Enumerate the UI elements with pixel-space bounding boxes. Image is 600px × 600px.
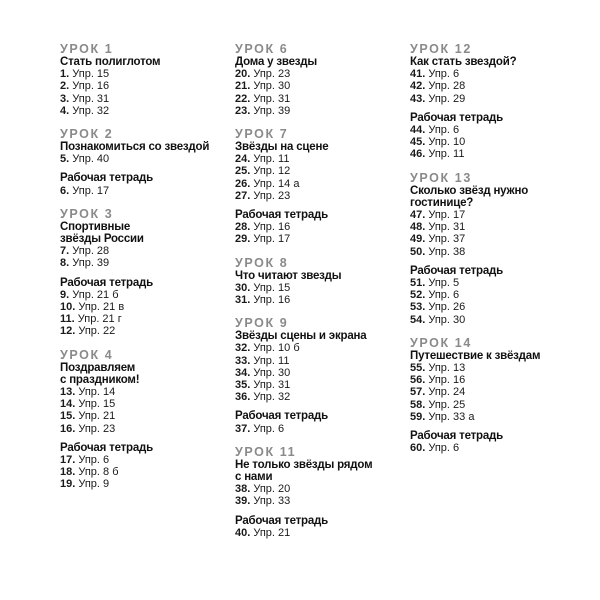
exercise-ref: Упр. 6 bbox=[428, 289, 460, 302]
exercise-item bbox=[235, 190, 410, 202]
exercise-item bbox=[235, 105, 410, 117]
exercise-item bbox=[60, 68, 235, 80]
exercise-ref: Упр. 6 bbox=[428, 442, 460, 455]
exercise-number: 44. bbox=[410, 124, 426, 137]
lesson-label: УРОК 4 bbox=[60, 347, 114, 362]
exercise-item bbox=[60, 313, 235, 325]
lesson-label: УРОК 13 bbox=[410, 170, 472, 185]
exercise-number: 19. bbox=[60, 478, 76, 491]
exercise-item bbox=[410, 386, 585, 398]
exercise-item bbox=[410, 80, 585, 92]
exercise-number: 47. bbox=[410, 209, 426, 222]
exercise-number: 58. bbox=[410, 398, 426, 411]
exercise-ref: Упр. 10 bbox=[428, 136, 466, 149]
exercise-item bbox=[235, 294, 410, 306]
exercise-item bbox=[60, 93, 235, 105]
exercise-number: 6. bbox=[60, 184, 70, 197]
workbook-heading: Рабочая тетрадь bbox=[410, 430, 504, 443]
exercise-ref: Упр. 30 bbox=[253, 80, 291, 93]
exercise-item bbox=[235, 391, 410, 403]
exercise-ref: Упр. 31 bbox=[253, 92, 291, 105]
exercise-number: 60. bbox=[410, 442, 426, 455]
exercise-ref: Упр. 14 bbox=[78, 386, 116, 399]
lesson-title: Звёзды на сцене bbox=[235, 141, 329, 154]
exercise-number: 39. bbox=[235, 495, 251, 508]
exercise-item bbox=[235, 80, 410, 92]
exercise-number: 16. bbox=[60, 422, 76, 435]
exercise-item bbox=[60, 398, 235, 410]
exercise-item bbox=[60, 80, 235, 92]
exercise-item bbox=[410, 221, 585, 233]
lesson-title: Сколько звёзд нужно гостинице? bbox=[410, 184, 529, 209]
lesson-block bbox=[235, 256, 410, 307]
exercise-ref: Упр. 6 bbox=[428, 124, 460, 137]
exercise-number: 9. bbox=[60, 288, 70, 301]
exercise-item bbox=[60, 289, 235, 301]
exercise-ref: Упр. 24 bbox=[428, 386, 466, 399]
lesson-title: Познакомиться со звездой bbox=[60, 141, 210, 154]
exercise-item bbox=[410, 314, 585, 326]
exercise-item bbox=[410, 124, 585, 136]
exercise-ref: Упр. 23 bbox=[253, 189, 291, 202]
exercise-ref: Упр. 16 bbox=[428, 374, 466, 387]
lesson-block bbox=[235, 42, 410, 117]
exercise-item bbox=[410, 442, 585, 454]
exercise-item bbox=[60, 325, 235, 337]
exercise-ref: Упр. 14 а bbox=[253, 177, 300, 190]
exercise-number: 20. bbox=[235, 68, 251, 81]
lesson-block bbox=[410, 336, 585, 455]
exercise-ref: Упр. 11 bbox=[253, 354, 290, 367]
exercise-item bbox=[60, 301, 235, 313]
exercise-number: 37. bbox=[235, 422, 251, 435]
exercise-item bbox=[235, 527, 410, 539]
exercise-item bbox=[235, 495, 410, 507]
exercise-ref: Упр. 11 bbox=[253, 153, 290, 166]
exercise-ref: Упр. 22 bbox=[78, 325, 116, 338]
lesson-label: УРОК 8 bbox=[235, 255, 289, 270]
exercise-number: 10. bbox=[60, 301, 76, 314]
exercise-number: 48. bbox=[410, 221, 426, 234]
exercise-ref: Упр. 40 bbox=[72, 153, 110, 166]
workbook-heading: Рабочая тетрадь bbox=[410, 264, 504, 277]
exercise-ref: Упр. 17 bbox=[253, 233, 291, 246]
lesson-title: Не только звёзды рядом с нами bbox=[235, 458, 373, 484]
exercise-number: 22. bbox=[235, 92, 251, 105]
exercise-ref: Упр. 6 bbox=[428, 68, 460, 81]
lesson-block bbox=[60, 127, 235, 197]
exercise-number: 30. bbox=[235, 281, 251, 294]
exercise-ref: Упр. 12 bbox=[253, 165, 291, 178]
exercise-number: 32. bbox=[235, 342, 251, 355]
lesson-block bbox=[235, 127, 410, 246]
exercise-ref: Упр. 31 bbox=[72, 92, 110, 105]
exercise-ref: Упр. 32 bbox=[253, 391, 291, 404]
exercise-item bbox=[410, 148, 585, 160]
exercise-ref: Упр. 38 bbox=[428, 245, 466, 258]
exercise-ref: Упр. 10 б bbox=[253, 342, 300, 355]
exercise-number: 26. bbox=[235, 177, 251, 190]
exercise-ref: Упр. 32 bbox=[72, 104, 110, 117]
exercise-item bbox=[60, 386, 235, 398]
exercise-ref: Упр. 33 а bbox=[428, 410, 475, 423]
workbook-heading: Рабочая тетрадь bbox=[410, 111, 504, 124]
exercise-number: 27. bbox=[235, 189, 251, 202]
workbook-heading: Рабочая тетрадь bbox=[235, 209, 329, 222]
exercise-number: 7. bbox=[60, 245, 70, 258]
exercise-ref: Упр. 23 bbox=[78, 422, 116, 435]
exercise-item bbox=[60, 410, 235, 422]
exercise-ref: Упр. 9 bbox=[78, 478, 110, 491]
exercise-ref: Упр. 33 bbox=[253, 495, 291, 508]
exercise-item bbox=[410, 93, 585, 105]
exercise-number: 4. bbox=[60, 104, 70, 117]
exercise-item bbox=[60, 466, 235, 478]
exercise-number: 53. bbox=[410, 301, 426, 314]
exercise-number: 18. bbox=[60, 466, 76, 479]
exercise-ref: Упр. 6 bbox=[78, 454, 110, 467]
lesson-title: Что читают звезды bbox=[235, 269, 342, 282]
lesson-block bbox=[235, 316, 410, 435]
lesson-label: УРОК 3 bbox=[60, 206, 114, 221]
exercise-number: 49. bbox=[410, 233, 426, 246]
exercise-item bbox=[235, 423, 410, 435]
exercise-item bbox=[235, 367, 410, 379]
lesson-label: УРОК 7 bbox=[235, 127, 289, 142]
workbook-heading: Рабочая тетрадь bbox=[235, 410, 329, 423]
exercise-item bbox=[60, 153, 235, 165]
lesson-title: Как стать звездой? bbox=[410, 56, 517, 68]
exercise-item bbox=[60, 478, 235, 490]
lesson-label: УРОК 6 bbox=[235, 42, 289, 56]
exercise-ref: Упр. 15 bbox=[253, 281, 291, 294]
lesson-block bbox=[410, 171, 585, 326]
exercise-item bbox=[410, 277, 585, 289]
lesson-title: Стать полиглотом bbox=[60, 56, 161, 68]
exercise-ref: Упр. 21 в bbox=[78, 301, 125, 314]
exercise-item bbox=[235, 68, 410, 80]
exercise-number: 43. bbox=[410, 92, 426, 105]
exercise-item bbox=[235, 153, 410, 165]
lesson-label: УРОК 2 bbox=[60, 127, 114, 142]
exercise-number: 55. bbox=[410, 362, 426, 375]
exercise-number: 3. bbox=[60, 92, 70, 105]
lesson-block bbox=[235, 445, 410, 539]
exercise-number: 52. bbox=[410, 289, 426, 302]
exercise-item bbox=[410, 362, 585, 374]
exercise-ref: Упр. 17 bbox=[428, 209, 466, 222]
exercise-item bbox=[235, 233, 410, 245]
exercise-number: 8. bbox=[60, 257, 70, 270]
exercise-ref: Упр. 21 б bbox=[72, 288, 119, 301]
exercise-number: 40. bbox=[235, 526, 251, 539]
exercise-ref: Упр. 31 bbox=[253, 379, 291, 392]
lesson-label: УРОК 12 bbox=[410, 42, 472, 56]
exercise-number: 45. bbox=[410, 136, 426, 149]
lesson-block bbox=[60, 348, 235, 491]
exercise-ref: Упр. 21 г bbox=[77, 313, 122, 326]
exercise-ref: Упр. 15 bbox=[72, 68, 110, 81]
exercise-ref: Упр. 20 bbox=[253, 483, 291, 496]
exercise-number: 35. bbox=[235, 379, 251, 392]
exercise-ref: Упр. 17 bbox=[72, 184, 110, 197]
exercise-item bbox=[235, 93, 410, 105]
exercise-item bbox=[410, 374, 585, 386]
exercise-number: 5. bbox=[60, 153, 70, 166]
exercise-number: 25. bbox=[235, 165, 251, 178]
column-1 bbox=[60, 42, 235, 501]
exercise-ref: Упр. 13 bbox=[428, 362, 466, 375]
exercise-ref: Упр. 21 bbox=[78, 410, 116, 423]
exercise-ref: Упр. 6 bbox=[253, 422, 285, 435]
exercise-number: 1. bbox=[60, 68, 70, 81]
exercise-number: 56. bbox=[410, 374, 426, 387]
exercise-ref: Упр. 25 bbox=[428, 398, 466, 411]
exercise-ref: Упр. 26 bbox=[428, 301, 466, 314]
exercise-number: 29. bbox=[235, 233, 251, 246]
exercise-ref: Упр. 11 bbox=[428, 148, 465, 161]
exercise-ref: Упр. 30 bbox=[428, 313, 466, 326]
exercise-item bbox=[235, 483, 410, 495]
exercise-ref: Упр. 28 bbox=[72, 245, 110, 258]
exercise-number: 34. bbox=[235, 366, 251, 379]
lesson-title: Дома у звезды bbox=[235, 56, 318, 68]
lesson-label: УРОК 14 bbox=[410, 335, 472, 350]
exercise-item bbox=[410, 209, 585, 221]
exercise-item bbox=[60, 245, 235, 257]
exercise-ref: Упр. 5 bbox=[428, 277, 460, 290]
lesson-title: Спортивные звёзды России bbox=[60, 220, 144, 246]
exercise-ref: Упр. 23 bbox=[253, 68, 291, 81]
lesson-label: УРОК 11 bbox=[235, 444, 297, 459]
workbook-heading: Рабочая тетрадь bbox=[235, 514, 329, 527]
exercise-number: 38. bbox=[235, 483, 251, 496]
exercise-ref: Упр. 21 bbox=[253, 526, 291, 539]
exercise-ref: Упр. 28 bbox=[428, 80, 466, 93]
exercise-item bbox=[60, 454, 235, 466]
exercise-number: 42. bbox=[410, 80, 426, 93]
lesson-title: Звёзды сцены и экрана bbox=[235, 330, 367, 343]
exercise-item bbox=[235, 178, 410, 190]
column-3 bbox=[410, 42, 585, 464]
exercise-item bbox=[410, 136, 585, 148]
exercise-number: 13. bbox=[60, 386, 76, 399]
lesson-block bbox=[60, 207, 235, 338]
exercise-number: 17. bbox=[60, 454, 76, 467]
exercise-number: 14. bbox=[60, 398, 76, 411]
workbook-heading: Рабочая тетрадь bbox=[60, 172, 154, 185]
exercise-ref: Упр. 31 bbox=[428, 221, 466, 234]
lesson-label: УРОК 1 bbox=[60, 42, 114, 56]
lesson-title: Поздравляем с праздником! bbox=[60, 361, 140, 386]
exercise-number: 36. bbox=[235, 391, 251, 404]
exercise-item bbox=[60, 105, 235, 117]
exercise-number: 2. bbox=[60, 80, 70, 93]
exercise-ref: Упр. 37 bbox=[428, 233, 466, 246]
exercise-number: 50. bbox=[410, 245, 426, 258]
exercise-item bbox=[410, 233, 585, 245]
exercise-ref: Упр. 39 bbox=[72, 257, 110, 270]
exercise-number: 28. bbox=[235, 221, 251, 234]
exercise-item bbox=[235, 282, 410, 294]
exercise-number: 54. bbox=[410, 313, 426, 326]
column-2 bbox=[235, 42, 410, 549]
lesson-block bbox=[410, 42, 585, 161]
exercise-item bbox=[410, 289, 585, 301]
exercise-number: 11. bbox=[60, 313, 75, 326]
exercise-item bbox=[235, 165, 410, 177]
exercise-item bbox=[60, 185, 235, 197]
exercise-number: 59. bbox=[410, 410, 426, 423]
exercise-item bbox=[410, 246, 585, 258]
exercise-item bbox=[235, 379, 410, 391]
exercise-ref: Упр. 16 bbox=[253, 221, 291, 234]
exercise-item bbox=[235, 342, 410, 354]
exercise-ref: Упр. 16 bbox=[72, 80, 110, 93]
exercise-number: 33. bbox=[235, 354, 251, 367]
exercise-number: 24. bbox=[235, 153, 251, 166]
exercise-number: 46. bbox=[410, 148, 426, 161]
workbook-heading: Рабочая тетрадь bbox=[60, 441, 154, 454]
exercise-ref: Упр. 29 bbox=[428, 92, 466, 105]
exercise-number: 41. bbox=[410, 68, 426, 81]
exercise-number: 21. bbox=[235, 80, 251, 93]
exercise-number: 12. bbox=[60, 325, 76, 338]
exercise-item bbox=[235, 221, 410, 233]
exercise-ref: Упр. 8 б bbox=[78, 466, 119, 479]
exercise-ref: Упр. 16 bbox=[253, 294, 291, 307]
exercise-number: 57. bbox=[410, 386, 426, 399]
exercise-item bbox=[60, 257, 235, 269]
exercise-item bbox=[235, 355, 410, 367]
lesson-label: УРОК 9 bbox=[235, 316, 289, 331]
exercise-item bbox=[410, 301, 585, 313]
exercise-item bbox=[60, 423, 235, 435]
exercise-number: 51. bbox=[410, 277, 426, 290]
exercise-ref: Упр. 15 bbox=[78, 398, 116, 411]
workbook-heading: Рабочая тетрадь bbox=[60, 276, 154, 289]
exercise-item bbox=[410, 411, 585, 423]
lesson-block bbox=[60, 42, 235, 117]
exercise-ref: Упр. 30 bbox=[253, 366, 291, 379]
lesson-title: Путешествие к звёздам bbox=[410, 349, 541, 362]
exercise-item bbox=[410, 68, 585, 80]
exercise-number: 23. bbox=[235, 104, 251, 117]
exercise-number: 31. bbox=[235, 294, 251, 307]
exercise-ref: Упр. 39 bbox=[253, 104, 291, 117]
exercise-item bbox=[410, 399, 585, 411]
exercise-number: 15. bbox=[60, 410, 76, 423]
